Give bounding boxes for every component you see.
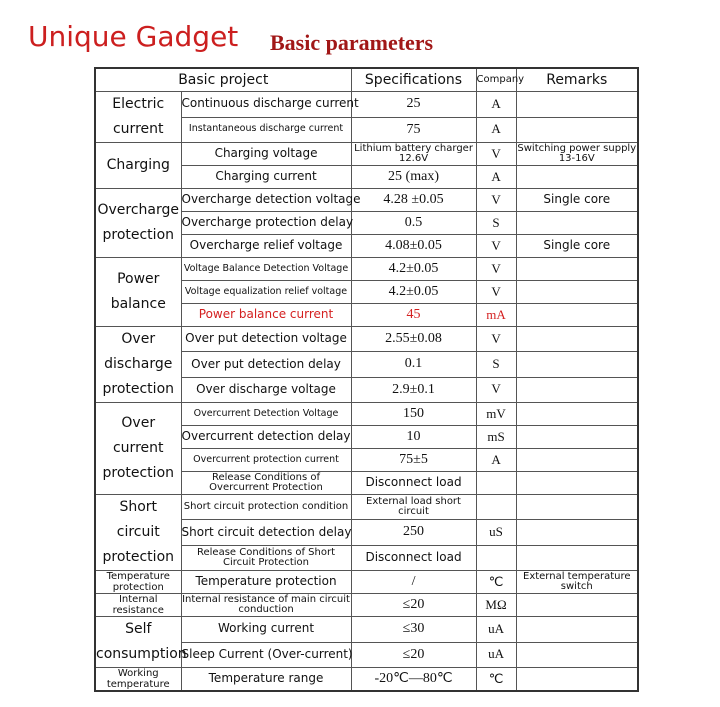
item-cell: Overcurrent detection delay: [181, 426, 351, 449]
unit-cell: A: [476, 449, 516, 472]
unit-cell: S: [476, 352, 516, 377]
item-cell: Internal resistance of main circuit conduction: [182, 594, 350, 615]
column-header-specifications: Specifications: [351, 68, 476, 92]
table-row: [95, 617, 638, 643]
table-row: [95, 668, 638, 692]
remarks-cell: Single core: [516, 235, 638, 258]
spec-cell: 150: [351, 403, 476, 426]
remarks-cell: [516, 449, 638, 472]
category-over-discharge-protection: Over discharge protection: [95, 327, 181, 403]
unit-cell: uS: [476, 520, 516, 545]
remarks-cell: [516, 617, 638, 643]
item-cell: Short circuit detection delay: [181, 520, 351, 545]
unit-cell: A: [476, 166, 516, 189]
unit-cell: [476, 545, 516, 570]
item-cell: Instantaneous discharge current: [181, 117, 351, 143]
item-cell: Temperature range: [181, 668, 351, 692]
table-row: [95, 571, 638, 594]
remarks-cell: [516, 520, 638, 545]
spec-cell: 2.55±0.08: [351, 327, 476, 352]
unit-cell: V: [476, 143, 516, 166]
unit-cell: mV: [476, 403, 516, 426]
spec-cell: ≤30: [351, 617, 476, 643]
item-cell: Overcurrent Detection Voltage: [181, 403, 351, 426]
item-cell: Overcharge detection voltage: [181, 189, 351, 212]
remarks-cell: [516, 281, 638, 304]
unit-cell: S: [476, 212, 516, 235]
spec-cell: 4.08±0.05: [351, 235, 476, 258]
remarks-cell: [516, 594, 638, 617]
remarks-cell: External temperature switch: [516, 571, 638, 594]
unit-cell: V: [476, 281, 516, 304]
spec-cell: Disconnect load: [351, 472, 476, 495]
category-internal-resistance: Internal resistance: [95, 594, 181, 617]
column-header-basic-project: Basic project: [95, 68, 351, 92]
remarks-cell: [516, 495, 638, 520]
unit-cell: V: [476, 377, 516, 402]
item-cell: Release Conditions of Overcurrent Protection: [181, 472, 351, 495]
item-cell: Overcharge protection delay: [181, 212, 351, 235]
remarks-cell: [516, 258, 638, 281]
remarks-cell: [516, 403, 638, 426]
spec-cell: 4.2±0.05: [351, 281, 476, 304]
item-cell: Over put detection voltage: [181, 327, 351, 352]
unit-cell: V: [476, 327, 516, 352]
spec-cell: 45: [351, 304, 476, 327]
brand-name: Unique Gadget: [28, 20, 239, 53]
table-row: [95, 403, 638, 426]
unit-cell: mA: [476, 304, 516, 327]
unit-cell: A: [476, 117, 516, 143]
table-row: [95, 594, 638, 617]
item-cell: Voltage Balance Detection Voltage: [181, 258, 351, 281]
item-cell: Overcurrent protection current: [181, 449, 351, 472]
unit-cell: A: [476, 92, 516, 118]
category-working-temperature: Working temperature: [95, 668, 181, 692]
remarks-cell: [516, 166, 638, 189]
spec-cell: 250: [351, 520, 476, 545]
item-cell: Charging current: [181, 166, 351, 189]
spec-cell: 75±5: [351, 449, 476, 472]
remarks-cell: [516, 352, 638, 377]
spec-cell: 2.9±0.1: [351, 377, 476, 402]
unit-cell: V: [476, 258, 516, 281]
column-header-remarks: Remarks: [516, 68, 638, 92]
remarks-cell: Single core: [516, 189, 638, 212]
spec-cell: External load short circuit: [351, 495, 476, 520]
category-overcharge-protection: Overcharge protection: [95, 189, 181, 258]
item-cell: Over put detection delay: [181, 352, 351, 377]
spec-cell: Disconnect load: [351, 545, 476, 570]
spec-cell: ≤20: [351, 642, 476, 668]
remarks-cell: [516, 212, 638, 235]
category-short-circuit-protection: Short circuit protection: [95, 495, 181, 571]
item-cell: Temperature protection: [181, 571, 351, 594]
unit-cell: ℃: [476, 668, 516, 692]
remarks-cell: [516, 472, 638, 495]
table-row: [95, 92, 638, 118]
parameters-table: [94, 67, 639, 692]
unit-cell: ℃: [476, 571, 516, 594]
category-power-balance: Power balance: [95, 258, 181, 327]
table-row: [95, 495, 638, 520]
spec-cell: -20℃—80℃: [351, 668, 476, 692]
table-header-row: [95, 68, 638, 92]
spec-cell: /: [351, 571, 476, 594]
spec-cell: 75: [351, 117, 476, 143]
unit-cell: uA: [476, 617, 516, 643]
unit-cell: uA: [476, 642, 516, 668]
category-over-current-protection: Over current protection: [95, 403, 181, 495]
remarks-cell: [516, 327, 638, 352]
unit-cell: MΩ: [476, 594, 516, 617]
remarks-cell: [516, 304, 638, 327]
unit-cell: V: [476, 235, 516, 258]
item-cell: Short circuit protection condition: [181, 495, 351, 520]
page-title: Basic parameters: [270, 30, 434, 55]
table-row: [95, 327, 638, 352]
category-electric-current: Electric current: [95, 92, 181, 143]
spec-cell: 4.2±0.05: [351, 258, 476, 281]
item-cell: Over discharge voltage: [181, 377, 351, 402]
spec-cell: 0.5: [351, 212, 476, 235]
remarks-cell: [516, 426, 638, 449]
item-cell: Continuous discharge current: [181, 92, 351, 118]
remarks-cell: [516, 92, 638, 118]
category-temperature-protection: Temperature protection: [95, 571, 181, 594]
unit-cell: [476, 472, 516, 495]
spec-cell: ≤20: [351, 594, 476, 617]
table-row: [95, 143, 638, 166]
remarks-cell: [516, 117, 638, 143]
remarks-cell: [516, 377, 638, 402]
spec-cell: 4.28 ±0.05: [351, 189, 476, 212]
table-row: [95, 258, 638, 281]
category-self-consumption: Self consumption: [95, 617, 181, 668]
remarks-cell: [516, 545, 638, 570]
item-cell: Sleep Current (Over-current): [181, 642, 351, 668]
unit-cell: V: [476, 189, 516, 212]
spec-cell: 10: [351, 426, 476, 449]
unit-cell: mS: [476, 426, 516, 449]
item-cell: Working current: [181, 617, 351, 643]
item-cell: Power balance current: [181, 304, 351, 327]
remarks-cell: [516, 642, 638, 668]
table-row: [95, 189, 638, 212]
spec-cell: Lithium battery charger 12.6V: [351, 143, 476, 166]
category-charging: Charging: [95, 143, 181, 189]
item-cell: Voltage equalization relief voltage: [181, 281, 351, 304]
item-cell: Release Conditions of Short Circuit Protection: [181, 545, 351, 570]
spec-cell: 25: [351, 92, 476, 118]
item-cell: Charging voltage: [181, 143, 351, 166]
item-cell: Overcharge relief voltage: [181, 235, 351, 258]
spec-cell: 0.1: [351, 352, 476, 377]
spec-cell: 25 (max): [351, 166, 476, 189]
unit-cell: [476, 495, 516, 520]
remarks-cell: Switching power supply 13-16V: [517, 143, 637, 164]
remarks-cell: [516, 668, 638, 692]
column-header-company: Company: [476, 68, 516, 92]
